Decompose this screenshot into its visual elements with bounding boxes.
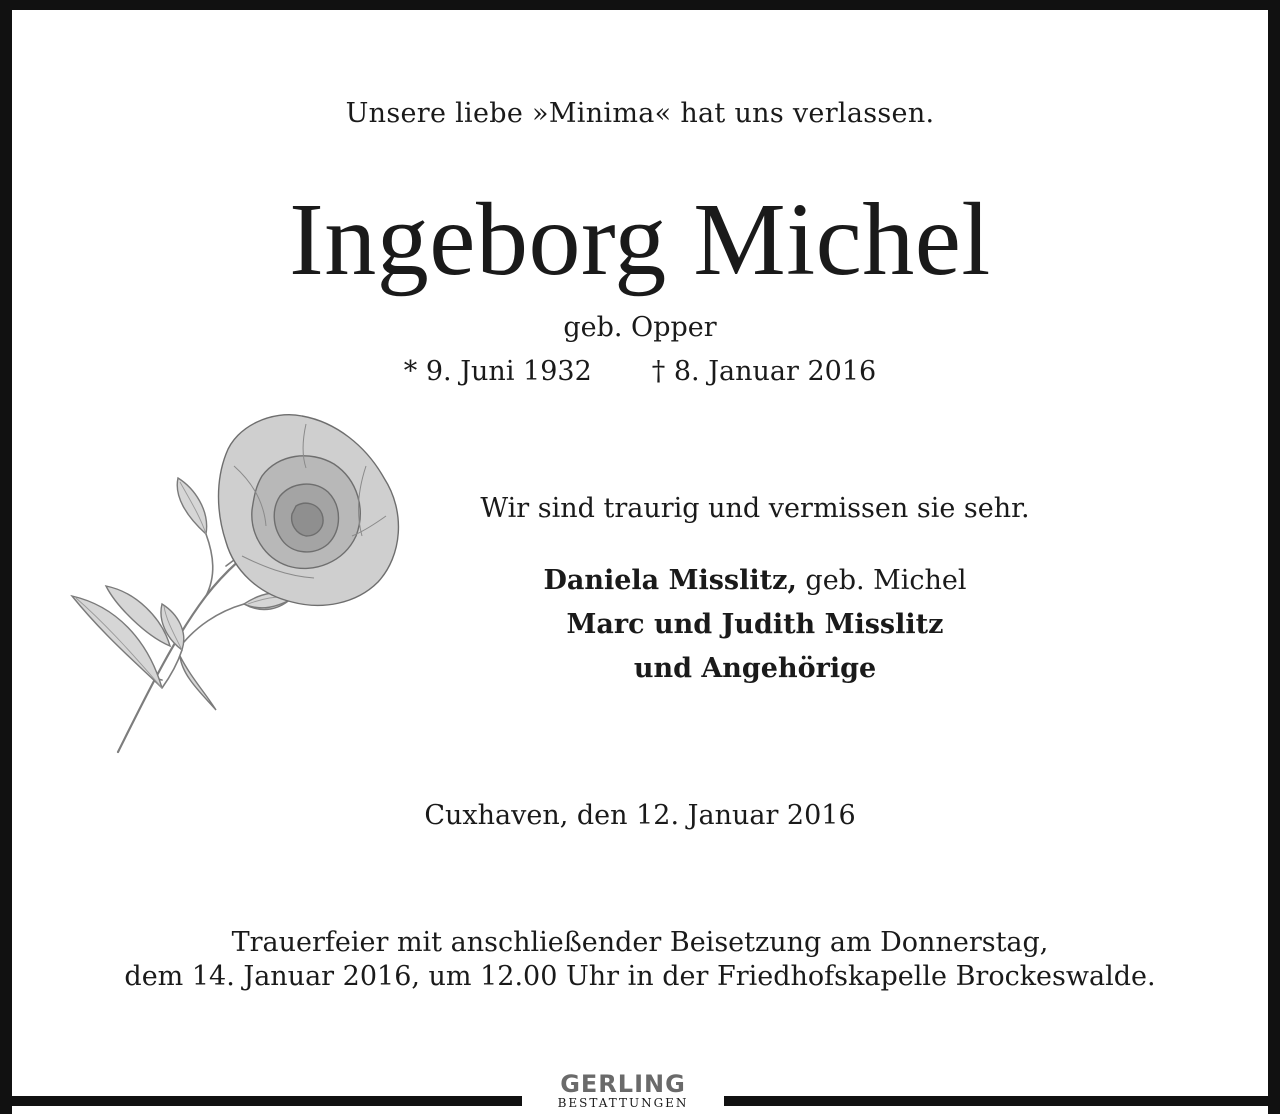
place-date: Cuxhaven, den 12. Januar 2016 <box>424 800 856 831</box>
maiden-name: geb. Opper <box>563 312 717 343</box>
birth-date: * 9. Juni 1932 <box>403 356 592 387</box>
signatory-line-3: und Angehörige <box>633 653 877 684</box>
logo-sub-text: BESTATTUNGEN <box>557 1096 689 1110</box>
deceased-name: Ingeborg Michel <box>289 182 991 297</box>
signatory-name-1: Daniela Misslitz, <box>543 565 797 596</box>
death-date: † 8. Januar 2016 <box>651 356 877 387</box>
sad-message: Wir sind traurig und vermissen sie sehr. <box>480 493 1030 524</box>
life-dates <box>0 356 1280 387</box>
signatory-line-1 <box>440 565 1070 596</box>
frame-bottom-left <box>0 1096 522 1106</box>
signatory-maiden-1: geb. Michel <box>796 565 967 596</box>
logo-main-text: GERLING <box>560 1070 686 1098</box>
frame-bottom-right <box>724 1096 1280 1106</box>
rose-icon <box>66 406 416 758</box>
ceremony-line-1: Trauerfeier mit anschließender Beisetzung am Donnerstag, <box>231 927 1049 958</box>
signatory-line-2: Marc und Judith Misslitz <box>566 609 944 640</box>
funeral-home-logo <box>522 1072 724 1114</box>
intro-text: Unsere liebe »Minima« hat uns verlassen. <box>345 98 935 129</box>
ceremony-line-2: dem 14. Januar 2016, um 12.00 Uhr in der Friedhofskapelle Brockeswalde. <box>124 961 1156 992</box>
